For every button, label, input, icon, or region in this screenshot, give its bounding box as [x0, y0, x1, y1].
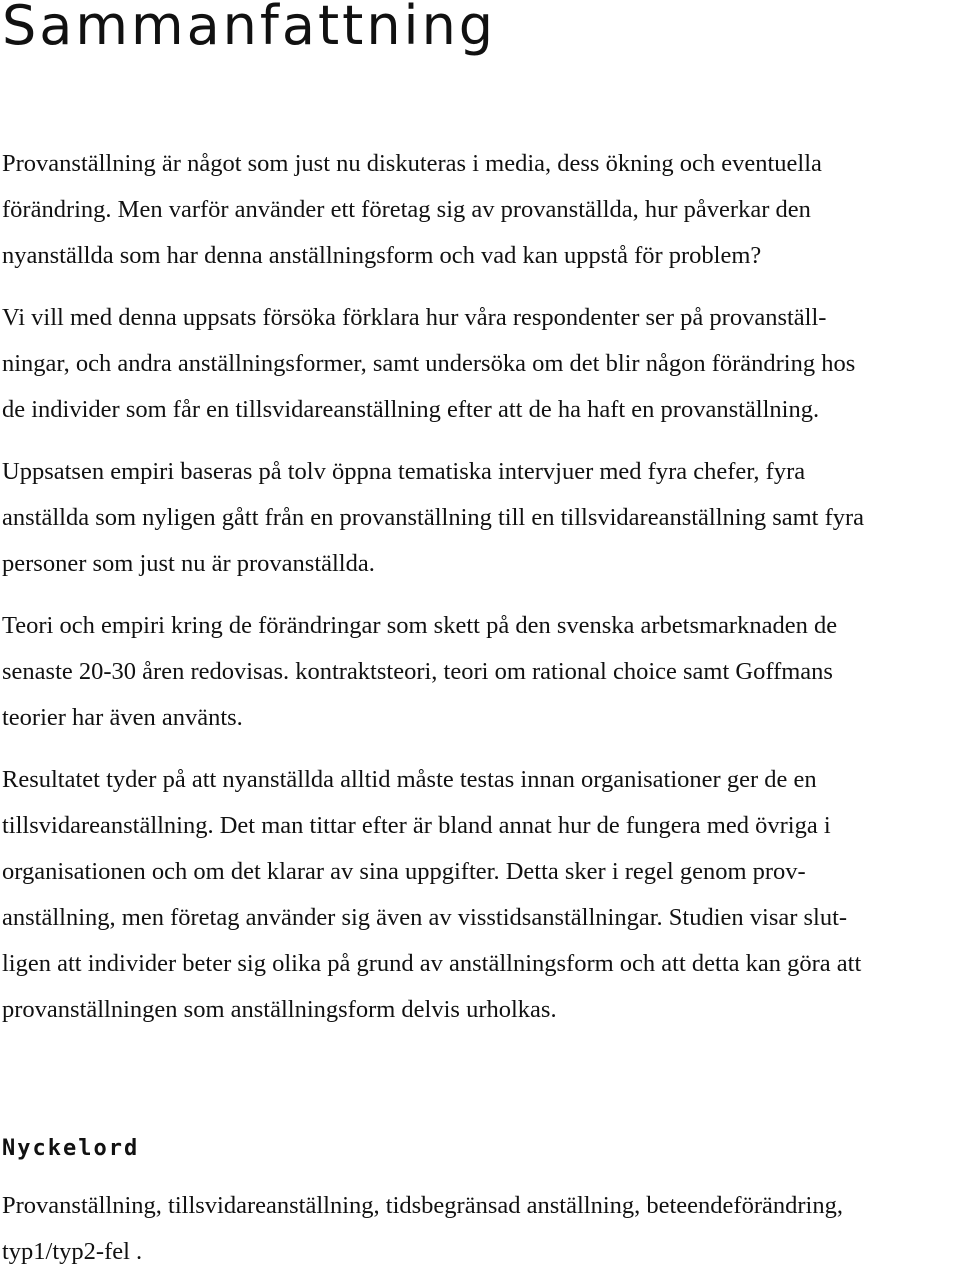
keywords-heading: Nyckelord [2, 1136, 140, 1161]
summary-paragraph-4: Teori och empiri kring de förändringar som skett på den svenska arbetsmarknaden de senaste 20-30 åren redovisas. kontraktsteori, teori om rational choice samt Goffmans teorier har även använts. [2, 612, 838, 731]
summary-paragraph-3: Uppsatsen empiri baseras på tolv öppna tematiska intervjuer med fyra chefer, fyra anställda som nyligen gått från en provanställning till en tillsvidareanställning samt fyra personer som just nu är provanställda. [2, 458, 865, 577]
page-title: Sammanfattning [2, 0, 497, 57]
summary-paragraph-2: Vi vill med denna uppsats försöka förklara hur våra respondenter ser på provanställ- ningar, och andra anställningsformer, samt undersöka om det blir någon förändring hos de individer som får en tillsvidareanställning efter att de ha haft en provanställning. [2, 304, 856, 423]
summary-paragraph-5: Resultatet tyder på att nyanställda alltid måste testas innan organisationer ger de en tillsvidareanställning. Det man tittar efter är bland annat hur de fungera med övriga i organisationen och om det klarar av sina uppgifter. Detta sker i regel genom prov- anställning, men företag använder sig även av visstidsanställningar. Studien visar slut- ligen att individer beter sig olika på grund av anställningsform och att detta kan göra att provanställningen som anställningsform delvis urholkas. [2, 766, 862, 1023]
keywords-text: Provanställning, tillsvidareanställning, tidsbegränsad anställning, beteendeförändring, typ1/typ2-fel . [2, 1192, 843, 1265]
summary-paragraph-1: Provanställning är något som just nu diskuteras i media, dess ökning och eventuella förändring. Men varför använder ett företag sig av provanställda, hur påverkar den nyanställda som har denna anställningsform och vad kan uppstå för problem? [2, 150, 822, 269]
